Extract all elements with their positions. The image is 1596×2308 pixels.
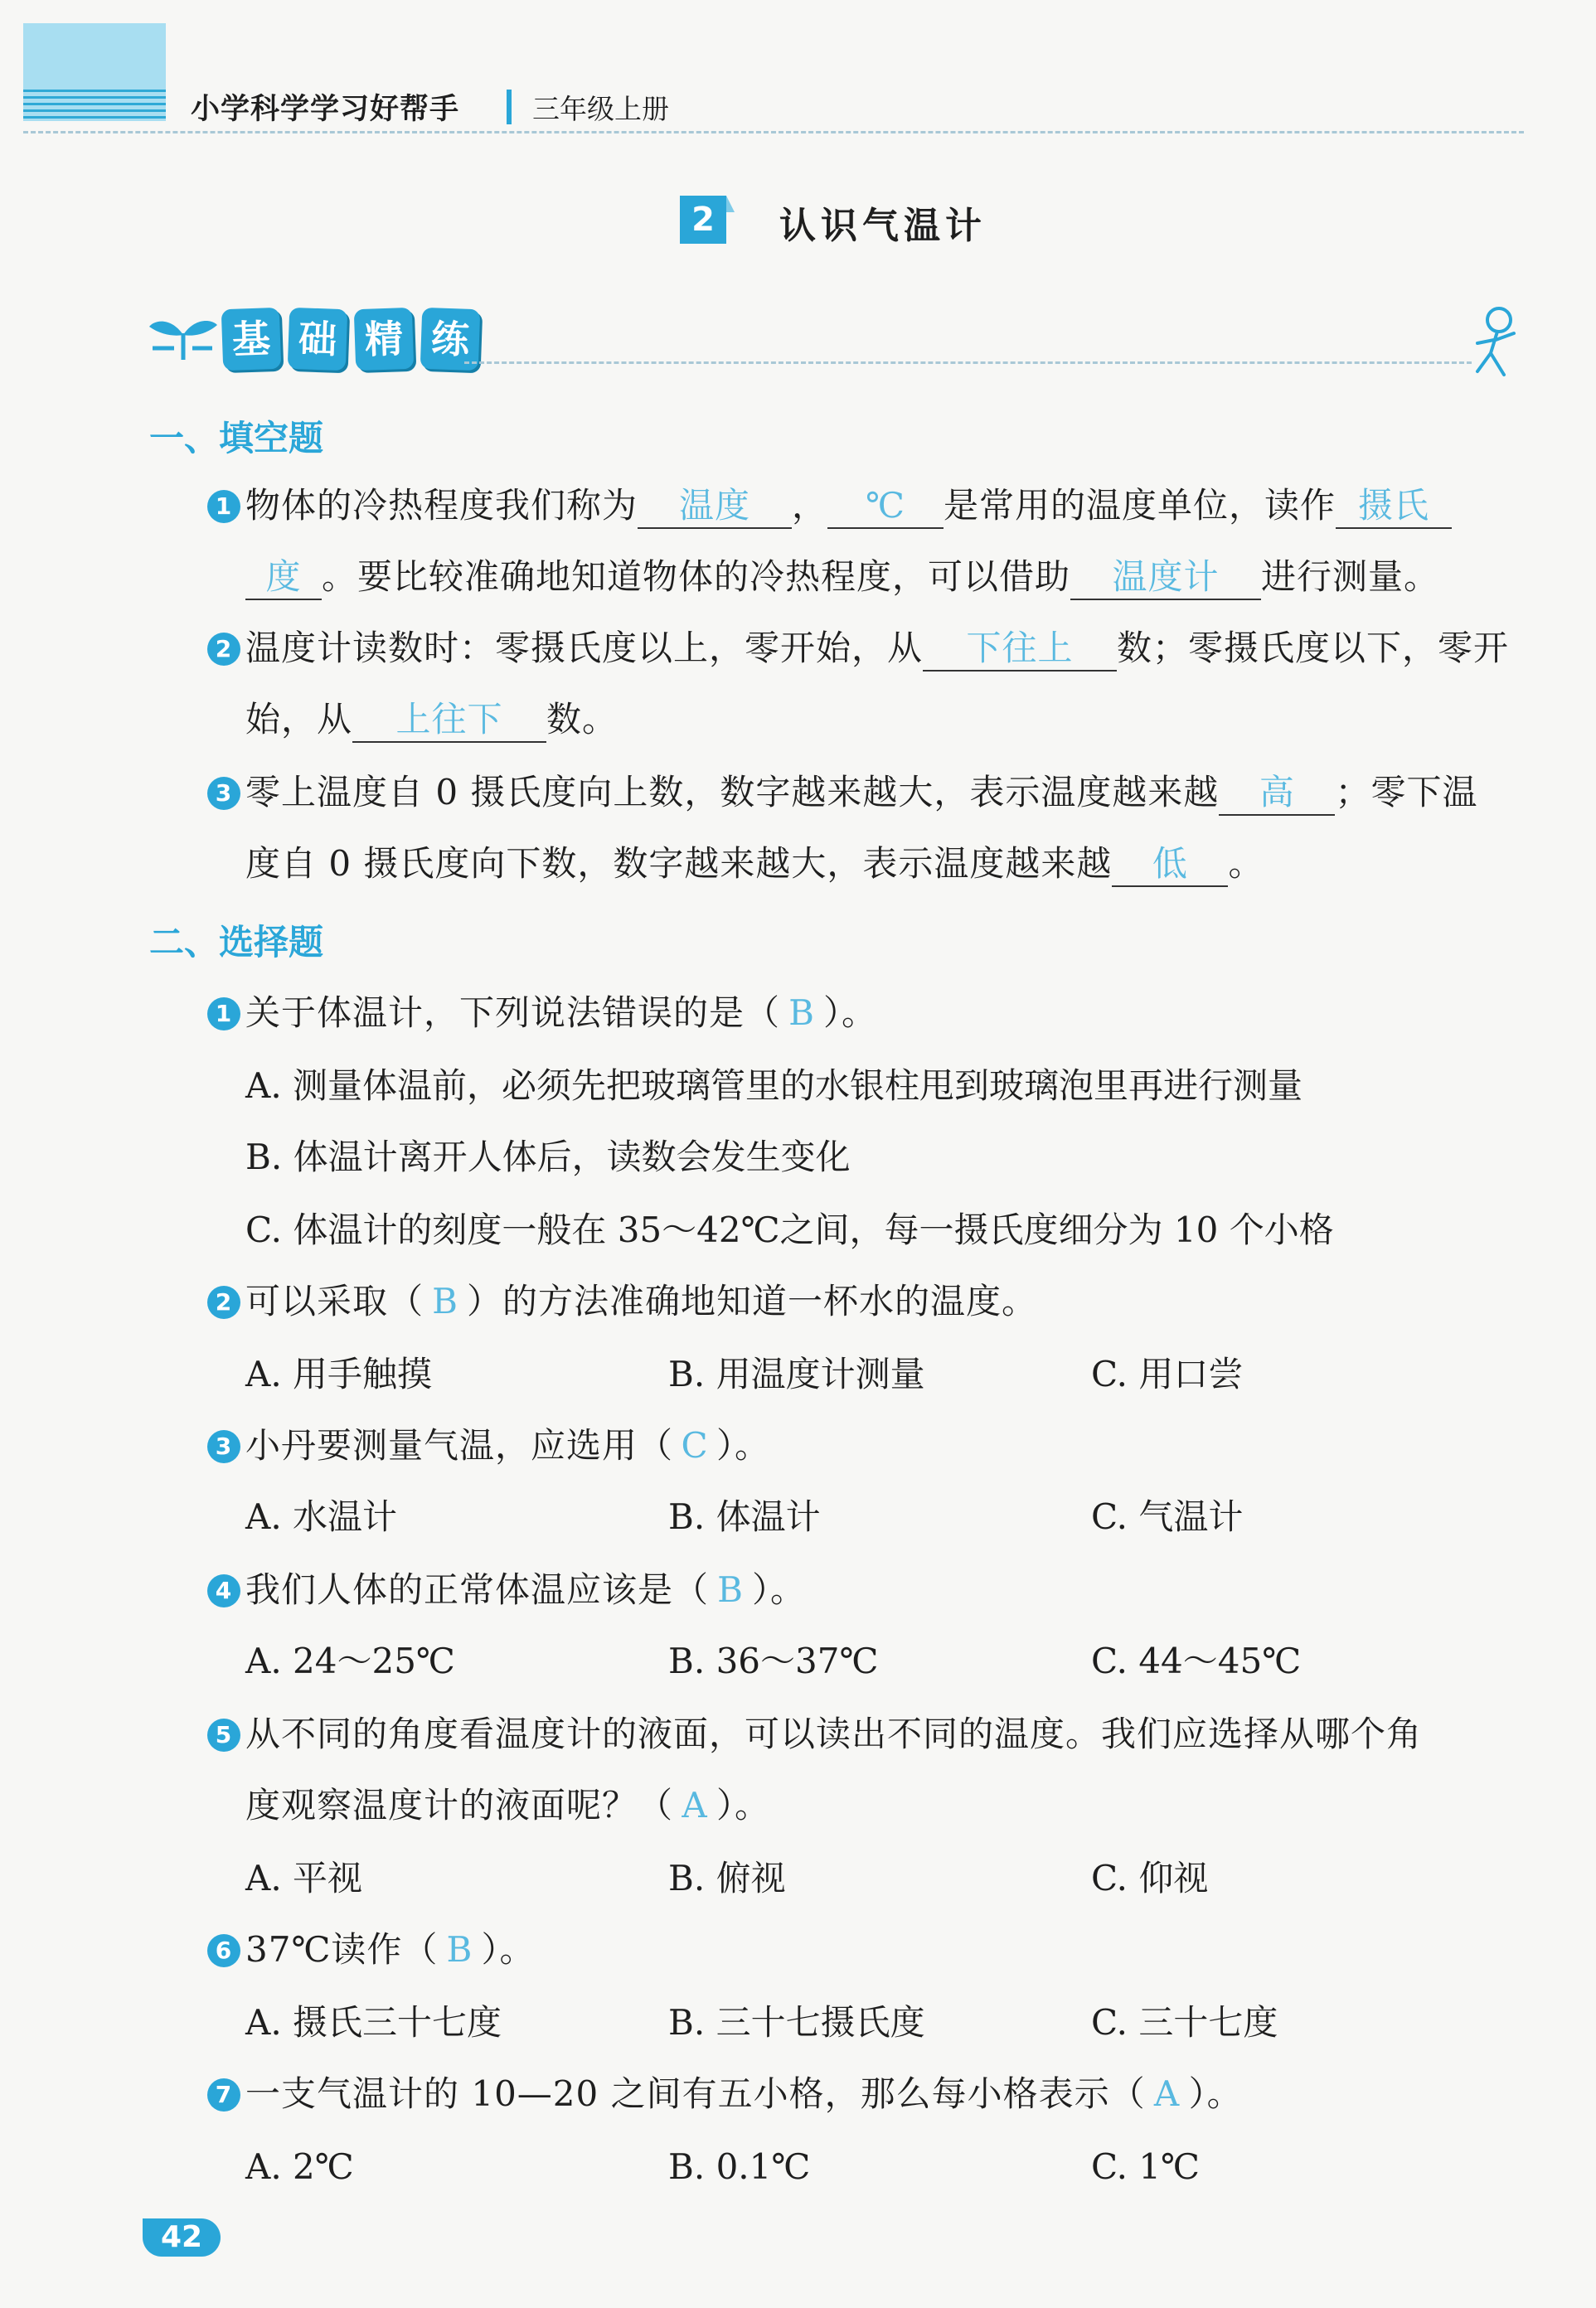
book-title: 小学科学学习好帮手 — [191, 93, 460, 126]
fill-q1-line2 — [245, 552, 1439, 602]
banner-char: 练 — [420, 308, 481, 371]
question-text: 物体的冷热程度我们称为 — [245, 485, 638, 526]
question-text: ）。 — [716, 1425, 771, 1466]
choice-q7-option-c: C. 1℃ — [1091, 2146, 1201, 2187]
choice-q5-stem-line1 — [215, 1709, 1423, 1759]
choice-q5-option-c: C. 仰视 — [1091, 1858, 1209, 1898]
choice-q2-option-c: C. 用口尝 — [1091, 1354, 1244, 1394]
choice-q7-option-a: A. 2℃ — [245, 2146, 354, 2187]
choice-q6-stem — [215, 1925, 536, 1975]
question-text: 零上温度自 0 摄氏度向上数，数字越来越大，表示温度越来越 — [245, 772, 1220, 812]
question-text: 度自 0 摄氏度向下数，数字越来越大，表示温度越来越 — [245, 843, 1113, 884]
choice-q5-option-a: A. 平视 — [245, 1858, 363, 1898]
lesson-number: 2 — [680, 196, 726, 244]
answer-letter: A — [682, 1785, 708, 1826]
choice-q2-stem — [215, 1277, 1038, 1326]
question-text: ）。 — [481, 1929, 536, 1970]
question-text: 我们人体的正常体温应该是（ — [245, 1569, 710, 1610]
banner-basic-practice — [222, 308, 479, 370]
question-text: ）。 — [1188, 2073, 1243, 2114]
choice-q3-option-b: B. 体温计 — [668, 1496, 821, 1537]
answer-blank: 高 — [1219, 771, 1335, 816]
choice-q3-option-a: A. 水温计 — [245, 1496, 398, 1537]
page-number: 42 — [143, 2218, 221, 2257]
lesson-title: 认识气温计 — [779, 205, 987, 247]
question-text: 度观察温度计的液面呢？（ — [245, 1785, 674, 1826]
answer-letter: B — [717, 1569, 744, 1610]
answer-letter: B — [446, 1929, 473, 1970]
question-number: 3 — [207, 1430, 240, 1463]
header-separator — [507, 90, 512, 124]
question-number: 4 — [207, 1574, 240, 1607]
question-text: ）。 — [716, 1785, 771, 1826]
choice-q7-option-b: B. 0.1℃ — [668, 2146, 811, 2187]
answer-blank: 度 — [245, 555, 322, 600]
question-text: 。 — [1228, 843, 1264, 884]
answer-letter: A — [1153, 2073, 1181, 2114]
question-text: 温度计读数时：零摄氏度以上，零开始，从 — [245, 628, 924, 668]
choice-q4-option-a: A. 24～25℃ — [245, 1641, 455, 1681]
answer-blank: 上往下 — [352, 698, 546, 743]
answer-blank: 下往上 — [923, 627, 1117, 672]
section-heading-multiple-choice: 二、选择题 — [149, 922, 324, 962]
choice-q4-option-c: C. 44～45℃ — [1091, 1641, 1302, 1681]
grade-label: 三年级上册 — [532, 93, 669, 125]
question-number: 3 — [207, 777, 240, 810]
choice-q2-option-a: A. 用手触摸 — [245, 1354, 433, 1394]
answer-blank: 温度计 — [1070, 555, 1261, 600]
choice-q5-stem-line2 — [245, 1781, 770, 1830]
choice-q6-option-c: C. 三十七度 — [1091, 2002, 1278, 2043]
question-text: ）的方法准确地知道一杯水的温度。 — [467, 1281, 1038, 1321]
question-number: 6 — [207, 1934, 240, 1967]
question-text: 关于体温计，下列说法错误的是（ — [245, 992, 781, 1033]
question-text: 37℃读作（ — [245, 1929, 439, 1970]
question-text: 数。 — [546, 699, 619, 739]
question-number: 2 — [207, 633, 240, 666]
question-number: 1 — [207, 490, 240, 523]
answer-blank: 温度 — [638, 484, 792, 529]
answer-blank: ℃ — [827, 484, 944, 529]
choice-q1-option-a: A. 测量体温前，必须先把玻璃管里的水银柱甩到玻璃泡里再进行测量 — [245, 1065, 1303, 1106]
question-number: 2 — [207, 1286, 240, 1319]
question-text: ）。 — [752, 1569, 807, 1610]
question-text: 。要比较准确地知道物体的冷热程度，可以借助 — [322, 556, 1071, 597]
choice-q1-option-b: B. 体温计离开人体后，读数会发生变化 — [245, 1137, 851, 1177]
banner-char: 精 — [354, 308, 415, 371]
choice-q3-option-c: C. 气温计 — [1091, 1496, 1244, 1537]
choice-q7-stem — [215, 2069, 1243, 2119]
banner-divider — [464, 361, 1472, 364]
question-text: 从不同的角度看温度计的液面，可以读出不同的温度。我们应选择从哪个角 — [245, 1714, 1423, 1754]
choice-q4-option-b: B. 36～37℃ — [668, 1641, 879, 1681]
header-stripes — [23, 90, 166, 123]
fill-q3-line2 — [245, 839, 1264, 889]
choice-q3-stem — [215, 1421, 771, 1471]
choice-q4-stem — [215, 1565, 807, 1615]
question-text: ， — [792, 485, 828, 526]
sprout-icon — [146, 312, 221, 361]
answer-letter: B — [432, 1281, 458, 1321]
question-number: 5 — [207, 1719, 240, 1752]
answer-blank: 低 — [1112, 842, 1228, 887]
choice-q6-option-b: B. 三十七摄氏度 — [668, 2002, 925, 2043]
question-text: 可以采取（ — [245, 1281, 424, 1321]
fill-q2-line1 — [215, 623, 1510, 673]
answer-blank: 摄氏 — [1336, 484, 1452, 529]
header-divider — [23, 131, 1524, 133]
answer-letter: B — [788, 992, 815, 1033]
fill-q2-line2 — [245, 695, 618, 744]
choice-q5-option-b: B. 俯视 — [668, 1858, 786, 1898]
choice-q2-option-b: B. 用温度计测量 — [668, 1354, 925, 1394]
question-number: 1 — [207, 997, 240, 1030]
question-number: 7 — [207, 2078, 240, 2112]
question-text: 进行测量。 — [1261, 556, 1440, 597]
fill-q3-line1 — [215, 768, 1478, 817]
running-kid-icon — [1466, 305, 1524, 380]
question-text: 小丹要测量气温，应选用（ — [245, 1425, 674, 1466]
question-text: ；零下温 — [1335, 772, 1478, 812]
question-text: 是常用的温度单位，读作 — [944, 485, 1336, 526]
choice-q1-stem — [215, 988, 878, 1038]
choice-q6-option-a: A. 摄氏三十七度 — [245, 2002, 502, 2043]
banner-char: 基 — [221, 308, 282, 371]
question-text: ）。 — [823, 992, 878, 1033]
banner-char: 础 — [288, 308, 348, 371]
question-text: 一支气温计的 10—20 之间有五小格，那么每小格表示（ — [245, 2073, 1146, 2114]
section-heading-fill-blank: 一、填空题 — [149, 418, 324, 458]
question-text: 始，从 — [245, 699, 353, 739]
question-text: 数；零摄氏度以下，零开 — [1117, 628, 1510, 668]
choice-q1-option-c: C. 体温计的刻度一般在 35～42℃之间，每一摄氏度细分为 10 个小格 — [245, 1210, 1334, 1250]
fill-q1-line1 — [215, 481, 1452, 531]
answer-letter: C — [681, 1425, 709, 1466]
